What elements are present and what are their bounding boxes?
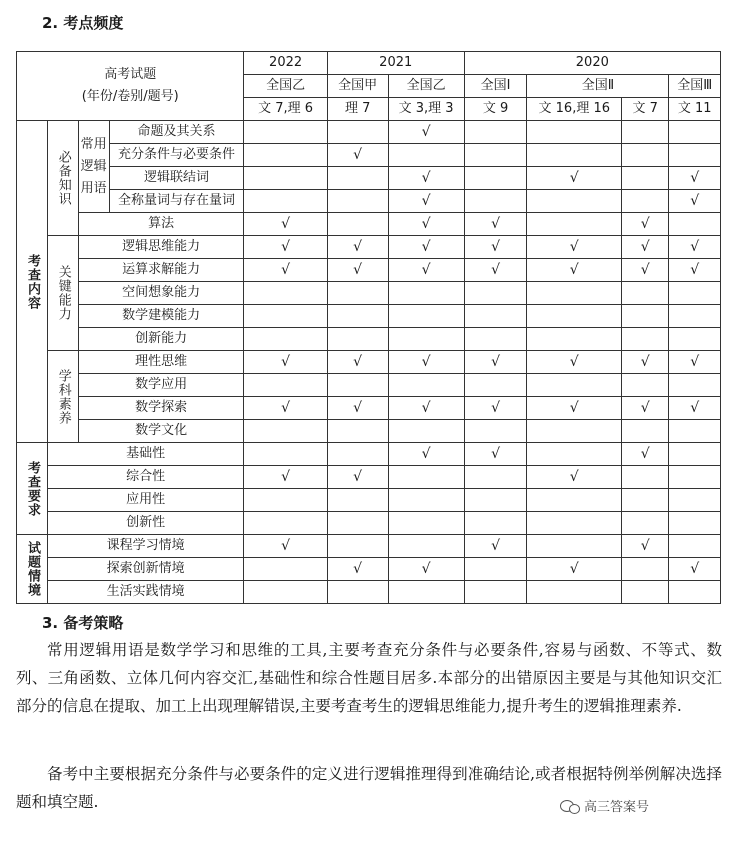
subcategory-literacy: 学科素养 <box>47 351 78 443</box>
table-row <box>17 167 721 190</box>
section-2-title: 2. 考点频度 <box>42 14 124 32</box>
paper-2020-quanguo-1: 全国Ⅰ <box>464 75 527 98</box>
check-mark: √ <box>527 558 622 581</box>
empty-cell <box>622 144 669 167</box>
empty-cell <box>327 328 388 351</box>
check-mark: √ <box>669 236 721 259</box>
check-mark: √ <box>669 190 721 213</box>
empty-cell <box>388 535 464 558</box>
empty-cell <box>244 190 327 213</box>
check-mark: √ <box>669 397 721 420</box>
row-label: 算法 <box>78 213 244 236</box>
empty-cell <box>244 558 327 581</box>
empty-cell <box>464 420 527 443</box>
check-mark: √ <box>527 259 622 282</box>
empty-cell <box>622 558 669 581</box>
row-label: 生活实践情境 <box>47 581 244 604</box>
check-mark: √ <box>244 397 327 420</box>
check-mark: √ <box>388 397 464 420</box>
empty-cell <box>327 489 388 512</box>
empty-cell <box>622 282 669 305</box>
empty-cell <box>327 190 388 213</box>
check-mark: √ <box>669 167 721 190</box>
check-mark: √ <box>464 535 527 558</box>
check-mark: √ <box>388 351 464 374</box>
empty-cell <box>669 282 721 305</box>
empty-cell <box>622 581 669 604</box>
check-mark: √ <box>464 236 527 259</box>
check-mark: √ <box>622 443 669 466</box>
row-label: 创新能力 <box>78 328 244 351</box>
strategy-paragraph-1: 常用逻辑用语是数学学习和思维的工具,主要考查充分条件与必要条件,容易与函数、不等式、数列、三角函数、立体几何内容交汇,基础性和综合性题目居多.本部分的出错原因主要是与其他知识交汇部分的信息在提取、加工上出现理解错误,主要考查考生的逻辑思维能力,提升考生的逻辑推理素养. <box>16 641 722 715</box>
check-mark: √ <box>527 397 622 420</box>
row-label: 逻辑思维能力 <box>78 236 244 259</box>
empty-cell <box>388 305 464 328</box>
empty-cell <box>527 305 622 328</box>
category-requirement: 考查要求 <box>17 443 48 535</box>
empty-cell <box>622 420 669 443</box>
paper-2022-quanguo-yi: 全国乙 <box>244 75 327 98</box>
empty-cell <box>244 282 327 305</box>
empty-cell <box>669 305 721 328</box>
table-row <box>17 351 721 374</box>
empty-cell <box>622 374 669 397</box>
table-row <box>17 443 721 466</box>
check-mark: √ <box>327 558 388 581</box>
table-row <box>17 466 721 489</box>
empty-cell <box>244 144 327 167</box>
check-mark: √ <box>622 535 669 558</box>
strategy-paragraph-2: 备考中主要根据充分条件与必要条件的定义进行逻辑推理得到准确结论,或者根据特例举例解决选择题和填空题. <box>16 765 722 811</box>
check-mark: √ <box>388 167 464 190</box>
empty-cell <box>464 581 527 604</box>
empty-cell <box>464 489 527 512</box>
table-row <box>17 512 721 535</box>
table-row <box>17 558 721 581</box>
table-row <box>17 328 721 351</box>
empty-cell <box>244 443 327 466</box>
table-row <box>17 121 721 144</box>
watermark-text: 高三答案号 <box>584 800 650 815</box>
empty-cell <box>527 282 622 305</box>
empty-cell <box>669 489 721 512</box>
empty-cell <box>388 282 464 305</box>
table-row <box>17 144 721 167</box>
empty-cell <box>327 167 388 190</box>
row-label: 探索创新情境 <box>47 558 244 581</box>
check-mark: √ <box>464 351 527 374</box>
row-label: 课程学习情境 <box>47 535 244 558</box>
empty-cell <box>327 121 388 144</box>
table-row <box>17 213 721 236</box>
row-label: 数学建模能力 <box>78 305 244 328</box>
empty-cell <box>244 328 327 351</box>
empty-cell <box>464 328 527 351</box>
empty-cell <box>622 512 669 535</box>
empty-cell <box>622 190 669 213</box>
category-content: 考查内容 <box>17 121 48 443</box>
empty-cell <box>464 466 527 489</box>
paper-2021-quanguo-jia: 全国甲 <box>327 75 388 98</box>
check-mark: √ <box>244 351 327 374</box>
check-mark: √ <box>327 466 388 489</box>
check-mark: √ <box>327 236 388 259</box>
empty-cell <box>327 443 388 466</box>
empty-cell <box>327 581 388 604</box>
empty-cell <box>669 374 721 397</box>
empty-cell <box>464 121 527 144</box>
empty-cell <box>327 282 388 305</box>
header-label-line1: 高考试题 <box>104 67 157 82</box>
empty-cell <box>388 374 464 397</box>
empty-cell <box>244 305 327 328</box>
empty-cell <box>244 167 327 190</box>
check-mark: √ <box>327 144 388 167</box>
empty-cell <box>464 374 527 397</box>
paper-2020-quanguo-2: 全国Ⅱ <box>527 75 669 98</box>
row-label: 命题及其关系 <box>109 121 244 144</box>
empty-cell <box>388 420 464 443</box>
check-mark: √ <box>527 236 622 259</box>
empty-cell <box>527 420 622 443</box>
check-mark: √ <box>669 351 721 374</box>
check-mark: √ <box>464 213 527 236</box>
check-mark: √ <box>527 351 622 374</box>
empty-cell <box>464 282 527 305</box>
check-mark: √ <box>464 259 527 282</box>
empty-cell <box>622 167 669 190</box>
empty-cell <box>327 374 388 397</box>
row-label: 数学文化 <box>78 420 244 443</box>
row-label: 数学应用 <box>78 374 244 397</box>
year-2022: 2022 <box>244 52 327 75</box>
year-2021: 2021 <box>327 52 464 75</box>
check-mark: √ <box>622 213 669 236</box>
check-mark: √ <box>327 259 388 282</box>
empty-cell <box>669 213 721 236</box>
empty-cell <box>244 489 327 512</box>
row-label: 基础性 <box>47 443 244 466</box>
check-mark: √ <box>464 443 527 466</box>
subcategory-logic-terms: 常用逻辑用语 <box>78 121 109 213</box>
empty-cell <box>669 581 721 604</box>
empty-cell <box>464 512 527 535</box>
check-mark: √ <box>388 190 464 213</box>
paper-2021-quanguo-yi: 全国乙 <box>388 75 464 98</box>
empty-cell <box>669 535 721 558</box>
empty-cell <box>527 535 622 558</box>
question-col-6: 文 7 <box>622 98 669 121</box>
empty-cell <box>327 213 388 236</box>
check-mark: √ <box>388 259 464 282</box>
empty-cell <box>669 512 721 535</box>
check-mark: √ <box>327 351 388 374</box>
watermark <box>560 796 649 815</box>
row-label: 充分条件与必要条件 <box>109 144 244 167</box>
frequency-table <box>16 51 721 604</box>
row-label: 创新性 <box>47 512 244 535</box>
empty-cell <box>527 213 622 236</box>
row-label: 理性思维 <box>78 351 244 374</box>
check-mark: √ <box>622 351 669 374</box>
question-col-4: 文 9 <box>464 98 527 121</box>
empty-cell <box>244 420 327 443</box>
check-mark: √ <box>244 213 327 236</box>
empty-cell <box>622 328 669 351</box>
check-mark: √ <box>669 558 721 581</box>
check-mark: √ <box>622 259 669 282</box>
empty-cell <box>669 466 721 489</box>
empty-cell <box>464 558 527 581</box>
empty-cell <box>669 121 721 144</box>
table-row <box>17 374 721 397</box>
empty-cell <box>244 121 327 144</box>
question-col-3: 文 3,理 3 <box>388 98 464 121</box>
table-row <box>17 190 721 213</box>
empty-cell <box>669 443 721 466</box>
row-label: 综合性 <box>47 466 244 489</box>
check-mark: √ <box>388 213 464 236</box>
empty-cell <box>388 512 464 535</box>
check-mark: √ <box>622 397 669 420</box>
empty-cell <box>527 328 622 351</box>
empty-cell <box>244 374 327 397</box>
empty-cell <box>622 466 669 489</box>
empty-cell <box>388 144 464 167</box>
question-col-1: 文 7,理 6 <box>244 98 327 121</box>
check-mark: √ <box>622 236 669 259</box>
empty-cell <box>527 489 622 512</box>
table-row <box>17 489 721 512</box>
empty-cell <box>464 144 527 167</box>
table-row <box>17 259 721 282</box>
empty-cell <box>527 190 622 213</box>
empty-cell <box>388 466 464 489</box>
empty-cell <box>327 305 388 328</box>
empty-cell <box>527 443 622 466</box>
table-row <box>17 581 721 604</box>
check-mark: √ <box>244 466 327 489</box>
empty-cell <box>244 512 327 535</box>
empty-cell <box>388 328 464 351</box>
check-mark: √ <box>527 167 622 190</box>
empty-cell <box>327 512 388 535</box>
category-situation: 试题情境 <box>17 535 48 604</box>
empty-cell <box>527 512 622 535</box>
question-col-7: 文 11 <box>669 98 721 121</box>
check-mark: √ <box>327 397 388 420</box>
empty-cell <box>622 121 669 144</box>
row-label: 应用性 <box>47 489 244 512</box>
year-2020: 2020 <box>464 52 720 75</box>
subcategory-ability: 关键能力 <box>47 236 78 351</box>
check-mark: √ <box>464 397 527 420</box>
check-mark: √ <box>527 466 622 489</box>
row-label: 空间想象能力 <box>78 282 244 305</box>
empty-cell <box>622 489 669 512</box>
row-label: 逻辑联结词 <box>109 167 244 190</box>
empty-cell <box>527 121 622 144</box>
empty-cell <box>669 420 721 443</box>
empty-cell <box>464 305 527 328</box>
empty-cell <box>669 328 721 351</box>
row-label: 运算求解能力 <box>78 259 244 282</box>
section-3-title: 3. 备考策略 <box>42 614 124 632</box>
wechat-icon <box>560 798 580 814</box>
check-mark: √ <box>388 236 464 259</box>
table-header-label <box>17 52 244 121</box>
check-mark: √ <box>388 443 464 466</box>
empty-cell <box>527 374 622 397</box>
check-mark: √ <box>244 259 327 282</box>
table-row <box>17 397 721 420</box>
table-row <box>17 420 721 443</box>
empty-cell <box>527 144 622 167</box>
check-mark: √ <box>669 259 721 282</box>
header-label-line2: (年份/卷别/题号) <box>81 89 179 104</box>
check-mark: √ <box>244 236 327 259</box>
empty-cell <box>622 305 669 328</box>
table-row <box>17 305 721 328</box>
empty-cell <box>388 581 464 604</box>
row-label: 数学探索 <box>78 397 244 420</box>
empty-cell <box>388 489 464 512</box>
table-row <box>17 236 721 259</box>
question-col-2: 理 7 <box>327 98 388 121</box>
check-mark: √ <box>388 121 464 144</box>
row-label: 全称量词与存在量词 <box>109 190 244 213</box>
empty-cell <box>244 581 327 604</box>
table-row <box>17 535 721 558</box>
empty-cell <box>464 167 527 190</box>
empty-cell <box>327 420 388 443</box>
question-col-5: 文 16,理 16 <box>527 98 622 121</box>
check-mark: √ <box>388 558 464 581</box>
empty-cell <box>527 581 622 604</box>
table-row <box>17 282 721 305</box>
empty-cell <box>669 144 721 167</box>
empty-cell <box>464 190 527 213</box>
paper-2020-quanguo-3: 全国Ⅲ <box>669 75 721 98</box>
empty-cell <box>327 535 388 558</box>
subcategory-knowledge: 必备知识 <box>47 121 78 236</box>
check-mark: √ <box>244 535 327 558</box>
